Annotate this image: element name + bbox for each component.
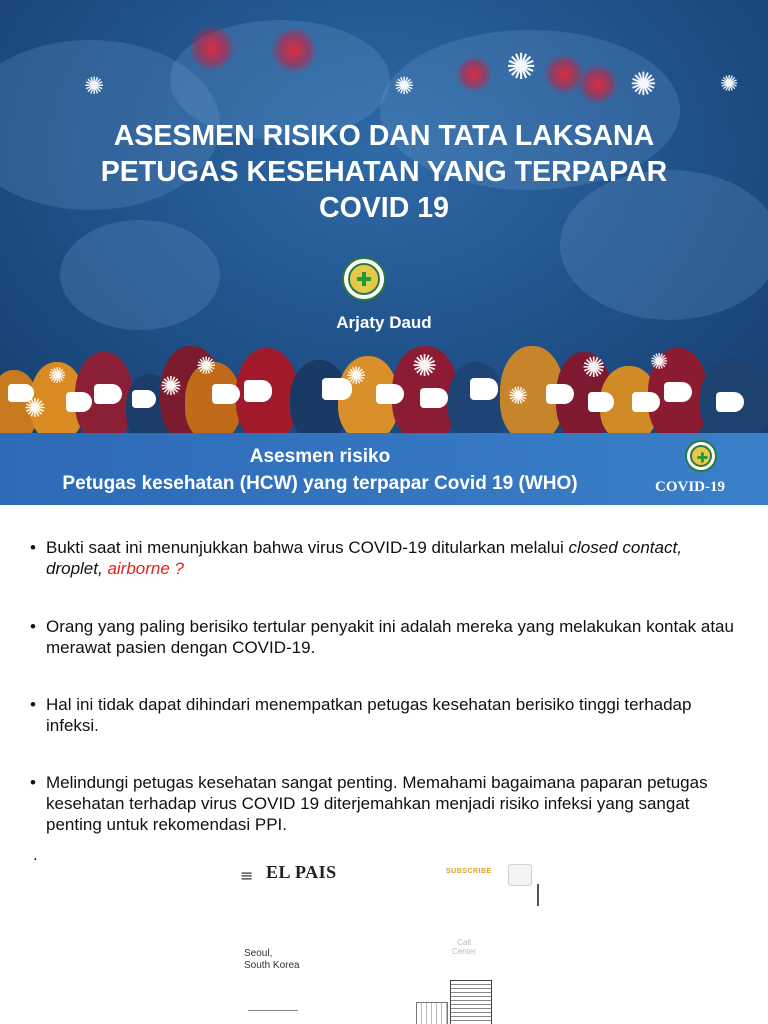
bullet-dot: • [30, 617, 36, 636]
stray-dot: . [33, 845, 38, 864]
title-slide [0, 0, 768, 433]
bullet-italic-text: closed contact, droplet, [46, 538, 682, 578]
virus-icon: ✺ [582, 351, 606, 384]
covid-label: COVID-19 [655, 479, 725, 495]
green-cross-icon [697, 452, 704, 459]
title-line: ASESMEN RISIKO DAN TATA LAKSANA [113, 120, 655, 152]
virus-icon: ✺ [24, 394, 46, 424]
virus-icon: ✺ [84, 72, 105, 100]
infection-hotspot [272, 26, 316, 74]
masked-crowd-illustration [0, 340, 768, 433]
face-mask [244, 380, 272, 402]
list-item [30, 772, 740, 835]
face-mask [132, 390, 156, 408]
virus-icon: ✺ [412, 349, 438, 384]
list-item [30, 694, 740, 736]
virus-icon: ✺ [630, 65, 657, 103]
call-center-label: Call Center [452, 938, 477, 956]
face-mask [376, 384, 404, 404]
face-mask [632, 392, 660, 412]
bullet-dot: • [30, 538, 36, 557]
green-cross-icon [357, 272, 371, 286]
author-name: Arjaty Daud [336, 313, 432, 332]
bullet-dot: • [30, 773, 36, 792]
face-mask [664, 382, 692, 402]
bullet-text: Orang yang paling berisiko tertular penyakit ini adalah mereka yang melakukan kontak atau merawat pasien dengan COVID-19. [46, 617, 734, 657]
virus-icon: ✺ [346, 362, 367, 390]
face-mask [716, 392, 744, 412]
title-line: PETUGAS KESEHATAN YANG TERPAPAR [100, 156, 668, 188]
subscribe-label: SUBSCRIBE [446, 868, 492, 875]
bullet-text: Melindungi petugas kesehatan sangat penting. Memahami bagaimana paparan petugas kesehatan terhadap virus COVID 19 diterjemahkan menjadi risiko infeksi yang sangat penting untuk rekomendasi PPI. [46, 773, 708, 834]
bullet-red-text: airborne ? [107, 559, 184, 578]
bullet-text: Bukti saat ini menunjukkan bahwa virus COVID-19 ditularkan melalui [46, 538, 569, 557]
bullet-dot: • [30, 695, 36, 714]
newspaper-infographic [228, 852, 558, 1024]
face-mask [94, 384, 122, 404]
building-illustration [416, 1002, 448, 1024]
divider [537, 884, 539, 906]
badge-icon [508, 864, 532, 886]
face-mask [588, 392, 614, 412]
virus-icon: ✺ [196, 352, 217, 380]
virus-icon: ✺ [650, 350, 669, 375]
face-mask [546, 384, 574, 404]
list-item [30, 537, 740, 579]
virus-icon: ✺ [720, 72, 739, 97]
newspaper-name: EL PAIS [266, 862, 337, 882]
virus-icon: ✺ [48, 364, 67, 389]
face-mask [212, 384, 240, 404]
city-label: Seoul, South Korea [244, 948, 300, 971]
list-item [30, 616, 740, 658]
section-title: Asesmen risiko [249, 446, 391, 467]
infection-hotspot [456, 56, 492, 92]
menu-icon: ≡ [240, 866, 254, 885]
face-mask [66, 392, 92, 412]
building-illustration [450, 980, 492, 1024]
infection-hotspot [188, 26, 236, 70]
virus-icon: ✺ [506, 47, 537, 88]
institution-logo [685, 440, 717, 472]
virus-icon: ✺ [160, 372, 182, 402]
house-illustration [248, 1010, 298, 1024]
title-line: COVID 19 [319, 192, 449, 224]
slide-title [40, 118, 728, 226]
virus-icon: ✺ [508, 382, 529, 410]
infection-hotspot [578, 64, 618, 104]
face-mask [470, 378, 498, 400]
virus-icon: ✺ [394, 72, 415, 100]
section-subtitle: Petugas kesehatan (HCW) yang terpapar Covid 19 (WHO) [62, 473, 578, 494]
section-header-band [0, 433, 768, 505]
bullet-text: Hal ini tidak dapat dihindari menempatkan petugas kesehatan berisiko tinggi terhadap infeksi. [46, 695, 692, 735]
face-mask [420, 388, 448, 408]
institution-logo [342, 257, 386, 301]
